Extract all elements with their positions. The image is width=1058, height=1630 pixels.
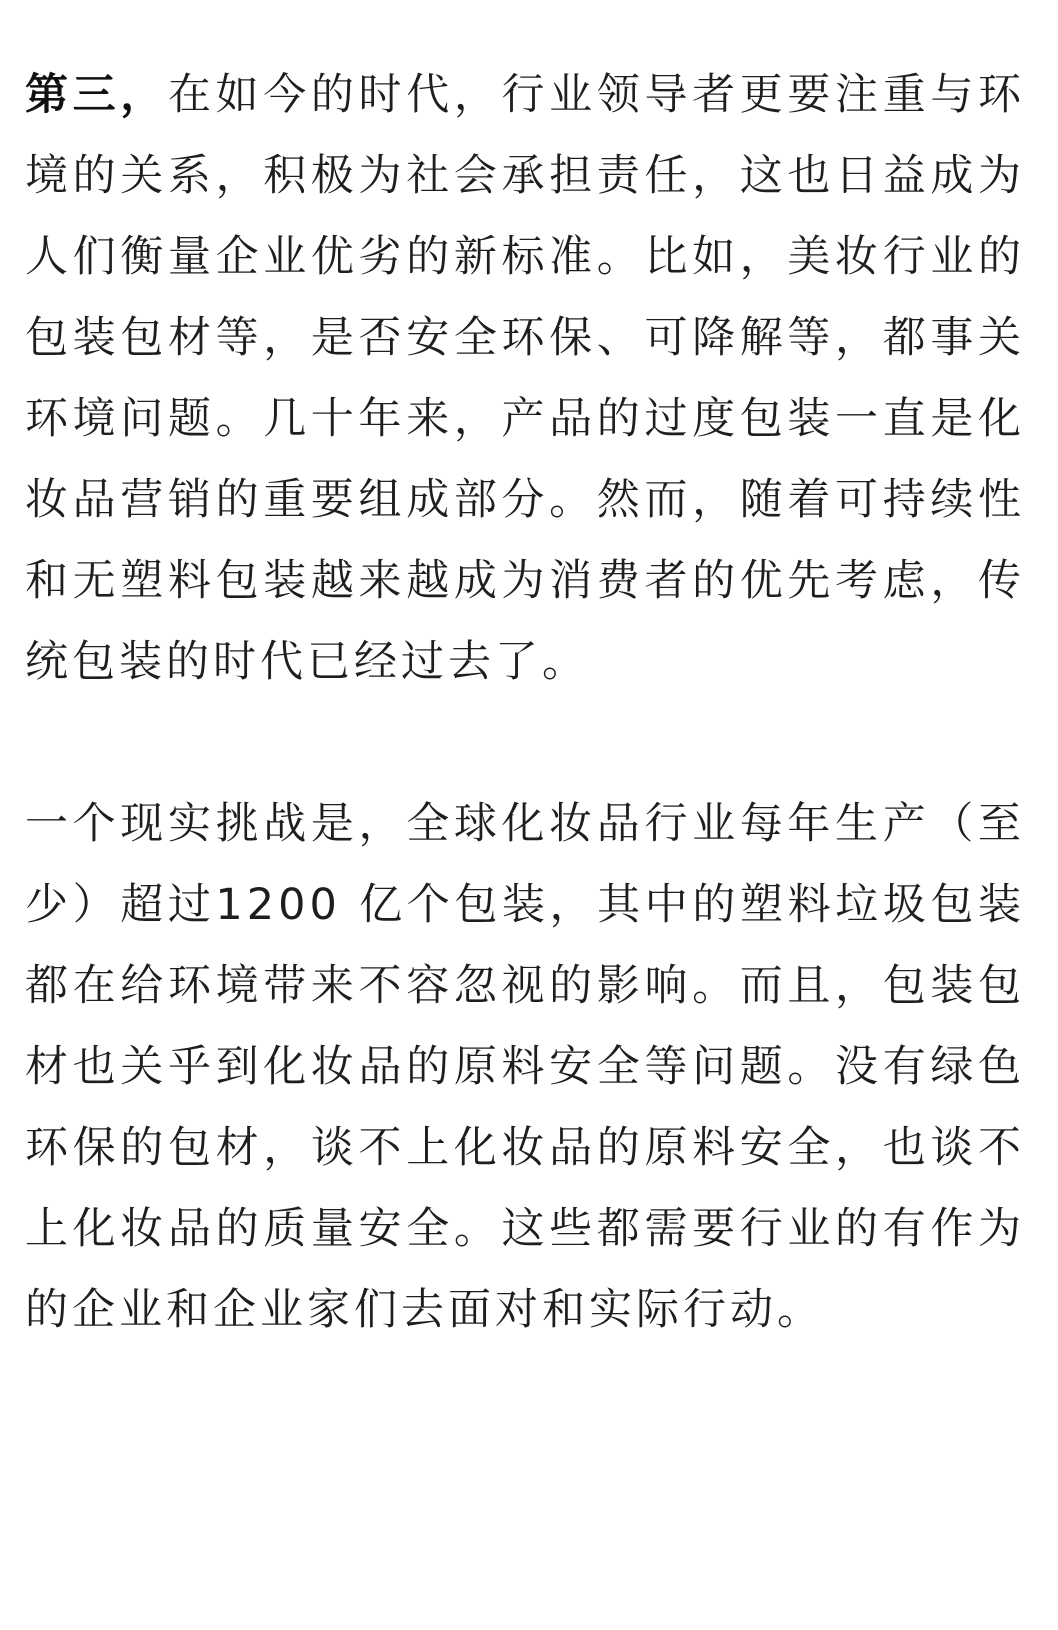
article-body — [25, 55, 1025, 1351]
paragraph-2-text: 一个现实挑战是，全球化妆品行业每年生产（至少）超过1200 亿个包装，其中的塑料垃圾包装都在给环境带来不容忽视的影响。而且，包装包材也关乎到化妆品的原料安全等问题。没有绿色环保的包材，谈不上化妆品的原料安全，也谈不上化妆品的质量安全。这些都需要行业的有作为的企业和企业家们去面对和实际行动。 — [25, 799, 1025, 1335]
paragraph-2 — [25, 784, 1025, 1351]
paragraph-lead: 第三， — [25, 70, 168, 120]
paragraph-1-text: 在如今的时代，行业领导者更要注重与环境的关系，积极为社会承担责任，这也日益成为人们衡量企业优劣的新标准。比如，美妆行业的包装包材等，是否安全环保、可降解等，都事关环境问题。几十年来，产品的过度包装一直是化妆品营销的重要组成部分。然而，随着可持续性和无塑料包装越来越成为消费者的优先考虑，传统包装的时代已经过去了。 — [25, 70, 1026, 687]
paragraph-1 — [25, 55, 1025, 703]
